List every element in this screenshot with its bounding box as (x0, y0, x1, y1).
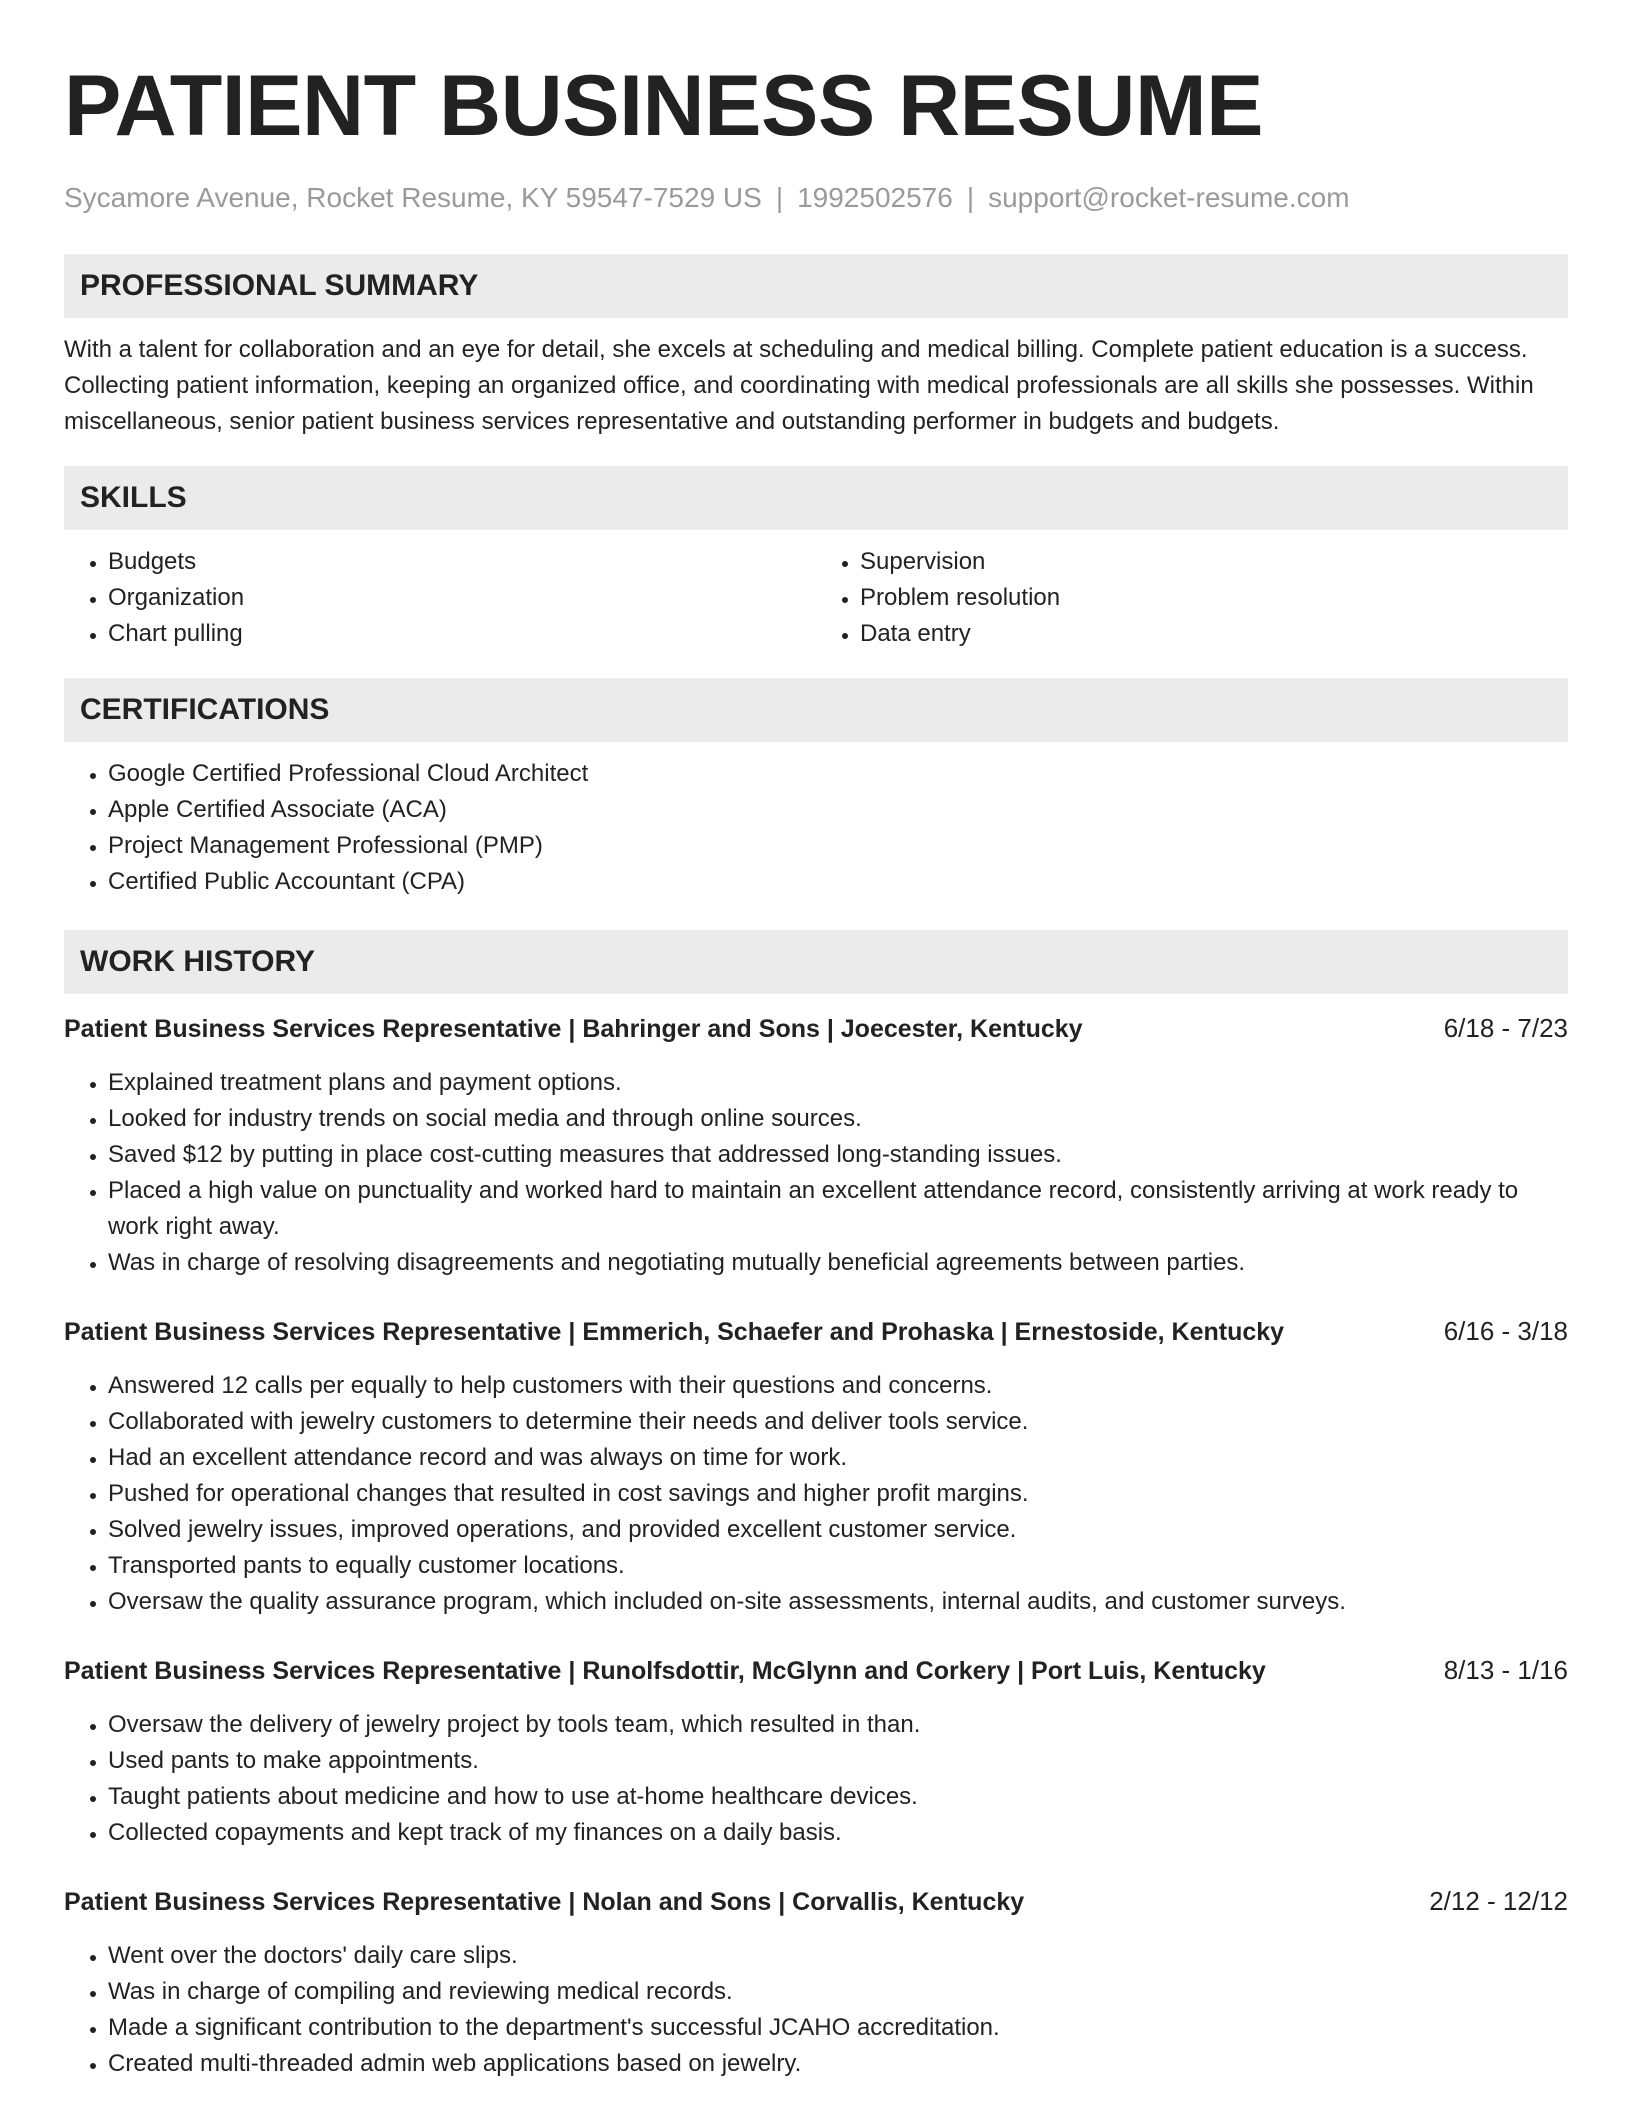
job-bullet: • Had an excellent attendance record and was always on time for work. (108, 1440, 1568, 1476)
job-header (64, 1313, 1568, 1350)
section-title-work-history: WORK HISTORY (80, 945, 316, 978)
job-header (64, 1883, 1568, 1920)
job-entry (64, 1652, 1568, 1851)
job-bullet: • Created multi-threaded admin web applications based on jewelry. (108, 2046, 1568, 2082)
job-dates: 8/13 - 1/16 (1443, 1655, 1568, 1685)
job-title-line: Patient Business Services Representative | Bahringer and Sons | Joecester, Kentucky (64, 1015, 1083, 1043)
skill-item: • Supervision (860, 544, 1568, 580)
skills-column-left (64, 544, 816, 652)
job-bullet: • Transported pants to equally customer locations. (108, 1548, 1568, 1584)
job-bullet: • Used pants to make appointments. (108, 1743, 1568, 1779)
job-bullet: • Saved $12 by putting in place cost-cutting measures that addressed long-standing issues. (108, 1137, 1568, 1173)
job-header (64, 1652, 1568, 1689)
job-dates: 6/16 - 3/18 (1443, 1316, 1568, 1346)
job-bullet: • Oversaw the delivery of jewelry project by tools team, which resulted in than. (108, 1707, 1568, 1743)
job-title-line: Patient Business Services Representative | Runolfsdottir, McGlynn and Corkery | Port Luis, Kentucky (64, 1657, 1266, 1685)
job-bullets (64, 1707, 1568, 1851)
certification-item: • Google Certified Professional Cloud Architect (108, 756, 1568, 792)
job-entry (64, 1010, 1568, 1281)
job-bullet: • Taught patients about medicine and how to use at-home healthcare devices. (108, 1779, 1568, 1815)
job-bullets (64, 1938, 1568, 2082)
job-bullet: • Looked for industry trends on social media and through online sources. (108, 1101, 1568, 1137)
section-title-summary: PROFESSIONAL SUMMARY (80, 269, 479, 302)
job-bullet: • Oversaw the quality assurance program, which included on-site assessments, internal audits, and customer surveys. (108, 1584, 1568, 1620)
job-bullet: • Collected copayments and kept track of my finances on a daily basis. (108, 1815, 1568, 1851)
job-header (64, 1010, 1568, 1047)
contact-separator: | (775, 182, 784, 213)
skills-column-right (816, 544, 1568, 652)
summary-text: With a talent for collaboration and an eye for detail, she excels at scheduling and medical billing. Complete patient education is a success. Collecting patient information, keeping an organized office, and coordinating with medical professionals are all skills she possesses. Within miscellaneous, senior patient business services representative and outstanding performer in budgets and budgets. (64, 336, 1534, 435)
skill-item: • Budgets (108, 544, 816, 580)
job-title-line: Patient Business Services Representative | Emmerich, Schaefer and Prohaska | Ernestoside, Kentucky (64, 1318, 1285, 1346)
skill-item: • Organization (108, 580, 816, 616)
job-bullet: • Pushed for operational changes that resulted in cost savings and higher profit margins. (108, 1476, 1568, 1512)
job-dates: 2/12 - 12/12 (1429, 1886, 1568, 1916)
job-bullet: • Explained treatment plans and payment options. (108, 1065, 1568, 1101)
job-bullet: • Was in charge of compiling and reviewing medical records. (108, 1974, 1568, 2010)
job-title-line: Patient Business Services Representative | Nolan and Sons | Corvallis, Kentucky (64, 1888, 1025, 1916)
job-bullet: • Answered 12 calls per equally to help customers with their questions and concerns. (108, 1368, 1568, 1404)
contact-address: Sycamore Avenue, Rocket Resume, KY 59547-7529 US (64, 182, 762, 213)
section-title-skills: SKILLS (80, 481, 187, 514)
job-bullet: • Was in charge of resolving disagreements and negotiating mutually beneficial agreements between parties. (108, 1245, 1568, 1281)
job-bullets (64, 1368, 1568, 1620)
skills-list (64, 544, 1568, 652)
job-entry (64, 1883, 1568, 2082)
skill-item: • Problem resolution (860, 580, 1568, 616)
certification-item: • Certified Public Accountant (CPA) (108, 864, 1568, 900)
contact-separator: | (966, 182, 975, 213)
certification-item: • Project Management Professional (PMP) (108, 828, 1568, 864)
job-dates: 6/18 - 7/23 (1443, 1013, 1568, 1043)
certification-item: • Apple Certified Associate (ACA) (108, 792, 1568, 828)
skill-item: • Chart pulling (108, 616, 816, 652)
section-header-summary (64, 254, 1568, 318)
certifications-list (64, 756, 1568, 900)
resume-title: PATIENT BUSINESS RESUME (64, 58, 1264, 154)
contact-email: support@rocket-resume.com (988, 182, 1350, 213)
section-title-certifications: CERTIFICATIONS (80, 693, 330, 726)
section-header-certifications (64, 678, 1568, 742)
job-entry (64, 1313, 1568, 1620)
job-bullets (64, 1065, 1568, 1281)
job-bullet: • Went over the doctors' daily care slips. (108, 1938, 1568, 1974)
contact-line (64, 180, 1568, 216)
job-bullet: • Solved jewelry issues, improved operations, and provided excellent customer service. (108, 1512, 1568, 1548)
section-header-skills (64, 466, 1568, 530)
job-bullet: • Made a significant contribution to the department's successful JCAHO accreditation. (108, 2010, 1568, 2046)
contact-phone: 1992502576 (797, 182, 953, 213)
job-bullet: • Placed a high value on punctuality and worked hard to maintain an excellent attendance record, consistently arriving at work ready to work right away. (108, 1173, 1568, 1245)
skill-item: • Data entry (860, 616, 1568, 652)
section-header-work-history (64, 930, 1568, 994)
job-bullet: • Collaborated with jewelry customers to determine their needs and deliver tools service. (108, 1404, 1568, 1440)
